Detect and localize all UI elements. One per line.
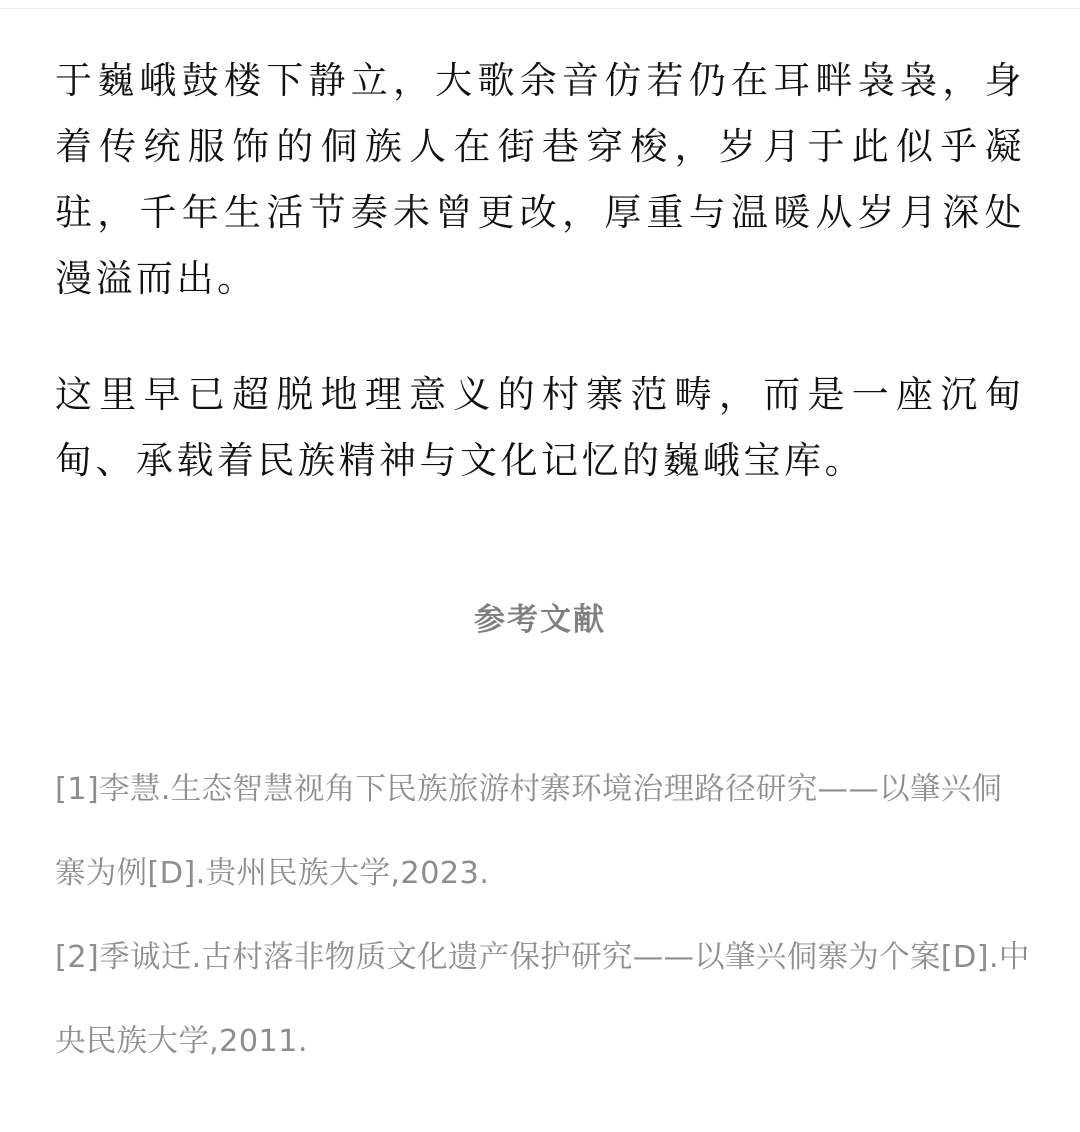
body-paragraph: 于巍峨鼓楼下静立，大歌余音仿若仍在耳畔袅袅，身着传统服饰的侗族人在街巷穿梭，岁月于此似乎凝驻，千年生活节奏未曾更改，厚重与温暖从岁月深处漫溢而出。 xyxy=(55,59,1025,300)
references-heading: 参考文献 xyxy=(474,602,606,638)
article-body xyxy=(55,48,1025,494)
references-list xyxy=(55,748,1030,1084)
body-paragraph: 这里早已超脱地理意义的村寨范畴，而是一座沉甸甸、承载着民族精神与文化记忆的巍峨宝库。 xyxy=(55,373,1025,482)
reference-entry: [1]李慧.生态智慧视角下民族旅游村寨环境治理路径研究——以肇兴侗寨为例[D].贵州民族大学,2023. xyxy=(55,772,1003,891)
top-divider xyxy=(0,8,1080,9)
reference-entry: [2]季诚迁.古村落非物质文化遗产保护研究——以肇兴侗寨为个案[D].中央民族大学,2011. xyxy=(55,940,1030,1059)
